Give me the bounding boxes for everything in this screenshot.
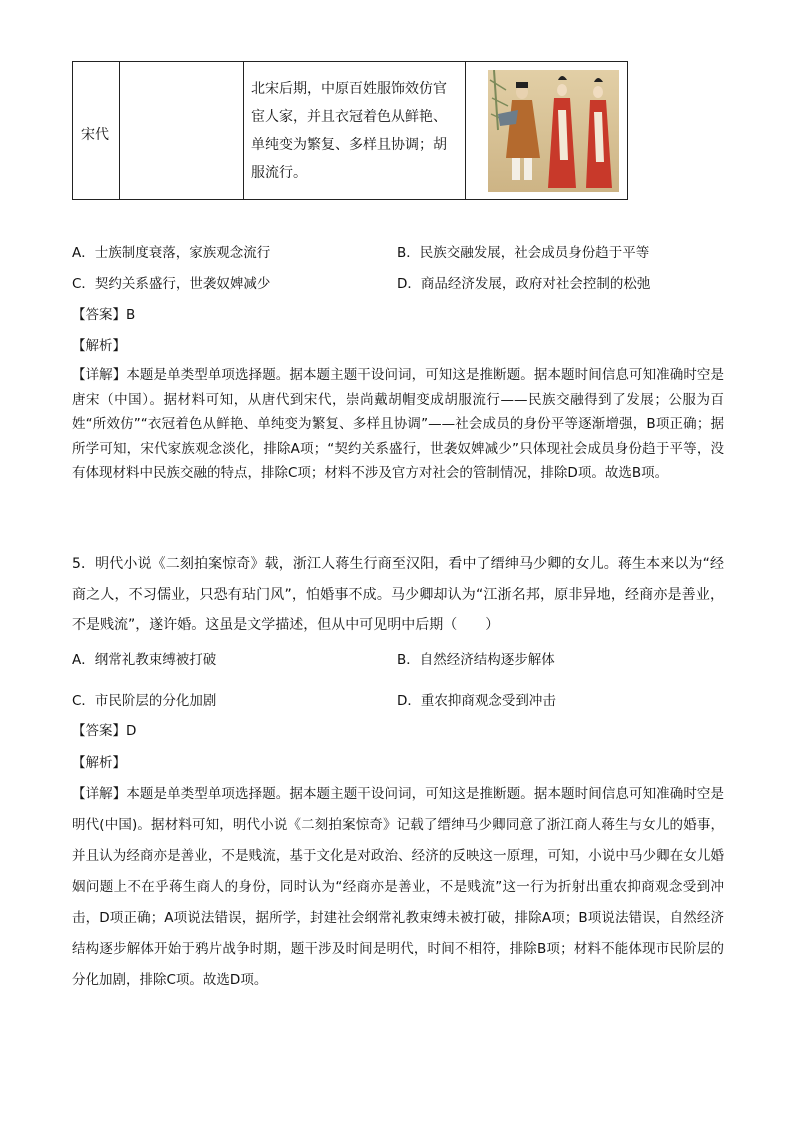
description-text: 北宋后期，中原百姓服饰效仿官宦人家，并且衣冠着色从鲜艳、单纯变为繁复、多样且协调；胡服流行。 [251,81,447,181]
song-painting-image [488,70,619,192]
q4-option-b: B．民族交融发展，社会成员身份趋于平等 [397,245,650,261]
material-table [72,61,628,202]
q4-detail: 【详解】本题是单类型单项选择题。据本题主题干设问词，可知这是推断题。据本题时间信息可知准确时空是唐宋（中国）。据材料可知，从唐代到宋代，崇尚戴胡帽变成胡服流行——民族交融得到了发展；公服为百姓“所效仿”“衣冠着色从鲜艳、单纯变为繁复、多样且协调”——社会成员的身份平等逐渐增强，B项正确；据所学可知，宋代家族观念淡化，排除A项；“契约关系盛行，世袭奴婢减少”只体现社会成员身份趋于平等，没有体现材料中民族交融的特点，排除C项；材料不涉及官方对社会的管制情况，排除D项。故选B项。 [72,367,724,482]
q5-option-b: B．自然经济结构逐步解体 [397,652,555,668]
table-cell-description [243,61,466,200]
dynasty-label: 宋代 [81,127,109,143]
q4-option-a: A．士族制度衰落，家族观念流行 [72,245,271,261]
painting-figures-graphic [488,70,619,192]
table-cell-dynasty [72,61,120,200]
table-cell-empty [119,61,244,200]
q5-stem: 5．明代小说《二刻拍案惊奇》载，浙江人蒋生行商至汉阳，看中了缙绅马少卿的女儿。蒋生本来以为“经商之人，不习儒业，只恐有玷门风”，怕婚事不成。马少卿却认为“江浙名邦，原非异地，经商亦是善业，不是贱流”，遂许婚。这虽是文学描述，但从中可见明中后期（ ） [72,556,724,633]
q5-detail: 【详解】本题是单类型单项选择题。据本题主题干设问词，可知这是推断题。据本题时间信息可知准确时空是明代(中国)。据材料可知，明代小说《二刻拍案惊奇》记载了缙绅马少卿同意了浙江商人蒋生与女儿的婚事，并且认为经商亦是善业，不是贱流，基于文化是对政治、经济的反映这一原理，可知，小说中马少卿在女儿婚姻问题上不在乎蒋生商人的身份，同时认为“经商亦是善业，不是贱流”这一行为折射出重农抑商观念受到冲击，D项正确；A项说法错误，据所学，封建社会纲常礼教束缚未被打破，排除A项；B项说法错误，自然经济结构逐步解体开始于鸦片战争时期，题干涉及时间是明代，时间不相符，排除B项；材料不能体现市民阶层的分化加剧，排除C项。故选D项。 [72,786,724,988]
q5-option-a: A．纲常礼教束缚被打破 [72,652,217,668]
q5-option-c: C．市民阶层的分化加剧 [72,693,217,709]
table-cell-image [465,61,628,200]
q4-option-d: D．商品经济发展，政府对社会控制的松弛 [397,276,651,292]
q5-analysis-label: 【解析】 [72,755,126,771]
q4-analysis-label: 【解析】 [72,338,126,354]
q4-answer: 【答案】B [72,307,136,323]
q5-option-d: D．重农抑商观念受到冲击 [397,693,556,709]
q4-option-c: C．契约关系盛行，世袭奴婢减少 [72,276,271,292]
q5-answer: 【答案】D [72,723,137,739]
